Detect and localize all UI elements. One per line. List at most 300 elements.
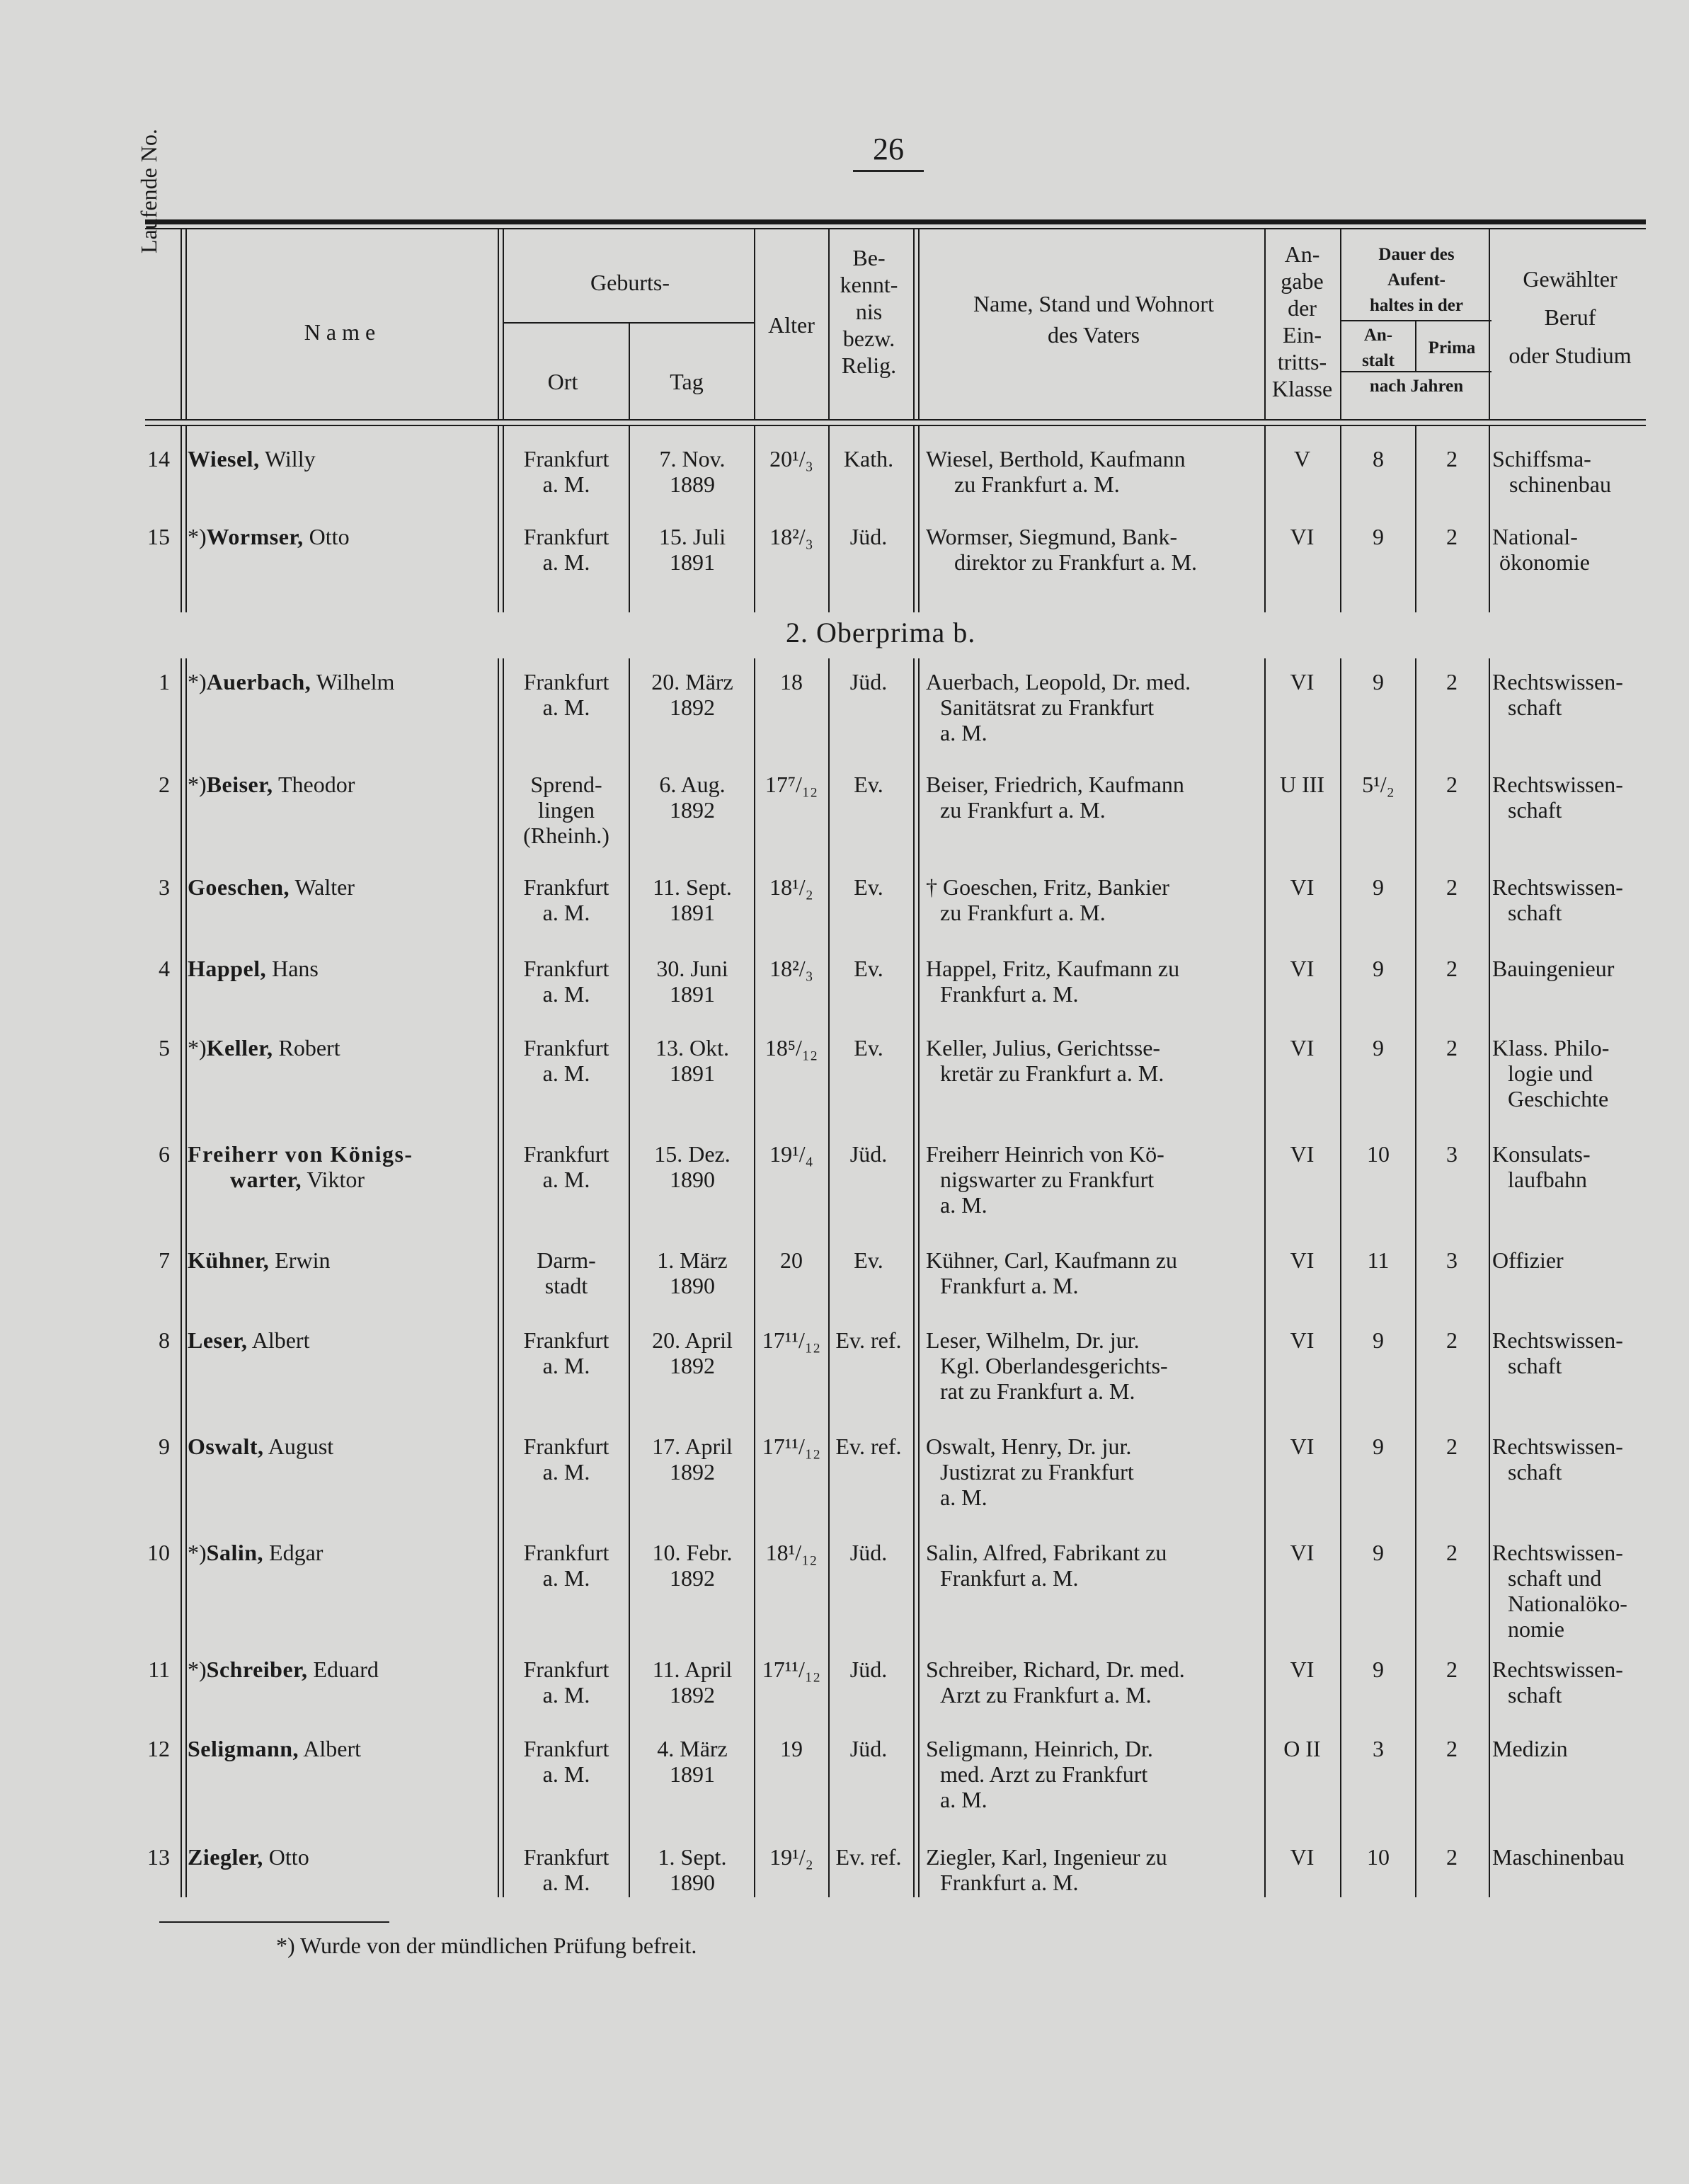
column-rule	[754, 229, 755, 421]
row-beruf	[1492, 1844, 1662, 1870]
row-prima: 2	[1446, 1844, 1458, 1870]
column-rule	[913, 658, 915, 1897]
row-tag-line: 13. Okt.	[655, 1035, 729, 1060]
column-rule	[828, 658, 830, 1897]
row-tag-line: 1892	[670, 1682, 715, 1708]
row-prima: 2	[1446, 1035, 1458, 1060]
row-beruf-line: schaft	[1508, 1353, 1562, 1378]
column-rule	[503, 229, 504, 421]
row-alter: 20	[780, 1247, 803, 1273]
row-ort-line: a. M.	[542, 1761, 590, 1787]
row-religion: Ev. ref.	[835, 1327, 902, 1353]
row-vater-line: Wiesel, Berthold, Kaufmann	[926, 446, 1186, 471]
row-surname: Happel,	[188, 956, 267, 981]
row-beruf-line: schinenbau	[1509, 471, 1611, 497]
row-surname: Oswalt,	[188, 1434, 264, 1459]
row-ort	[503, 956, 630, 1007]
row-star: *)	[188, 524, 207, 549]
row-name	[188, 524, 499, 549]
row-ort	[503, 1035, 630, 1086]
row-ort-line: Frankfurt	[523, 1736, 609, 1761]
row-vater-line: Auerbach, Leopold, Dr. med.	[926, 669, 1191, 694]
row-beruf-line: schaft	[1508, 694, 1562, 720]
row-klasse: VI	[1290, 956, 1315, 981]
row-tag	[632, 1657, 752, 1708]
row-beruf-line: Rechtswissen-	[1492, 772, 1623, 797]
header-beruf-line: oder Studium	[1508, 343, 1632, 368]
header-bekenntnis-line: Relig.	[841, 353, 897, 378]
row-anstalt: 9	[1373, 1035, 1384, 1060]
row-alter: 17¹¹/₁₂	[762, 1327, 821, 1353]
header-vater	[920, 290, 1267, 348]
row-vater-line: Seligmann, Heinrich, Dr.	[926, 1736, 1153, 1761]
row-ort	[503, 1736, 630, 1787]
row-alter: 18²/₃	[769, 524, 813, 549]
row-tag-line: 10. Febr.	[652, 1540, 733, 1565]
row-beruf-line: schaft	[1508, 1459, 1562, 1485]
row-ort-line: Darm-	[537, 1247, 596, 1273]
row-beruf-line: Rechtswissen-	[1492, 1657, 1623, 1682]
header-geburts: Geburts-	[590, 270, 670, 295]
row-given: Walter	[294, 874, 355, 900]
row-tag-line: 1891	[670, 1761, 715, 1787]
row-beruf	[1492, 1035, 1662, 1111]
row-prima: 2	[1446, 669, 1458, 694]
row-no: 1	[159, 669, 170, 694]
column-rule	[1489, 229, 1490, 421]
row-vater	[926, 1657, 1264, 1708]
row-religion: Ev. ref.	[835, 1844, 902, 1870]
row-star: *)	[188, 669, 207, 694]
row-tag	[632, 1247, 752, 1298]
row-tag-line: 1. März	[657, 1247, 728, 1273]
row-tag-line: 30. Juni	[656, 956, 728, 981]
row-no: 7	[159, 1247, 170, 1273]
row-surname: Schreiber,	[206, 1657, 308, 1682]
row-anstalt: 9	[1373, 956, 1384, 981]
row-anstalt: 9	[1373, 1540, 1384, 1565]
header-name: N a m e	[304, 319, 376, 345]
row-vater-line: Ziegler, Karl, Ingenieur zu	[926, 1844, 1167, 1870]
row-ort-line: stadt	[544, 1273, 588, 1298]
row-ort	[503, 1327, 630, 1378]
row-no: 8	[159, 1327, 170, 1353]
row-vater	[926, 1736, 1264, 1812]
row-tag-line: 1890	[670, 1273, 715, 1298]
row-vater-line: Schreiber, Richard, Dr. med.	[926, 1657, 1185, 1682]
jahren-subrule	[1341, 371, 1492, 372]
row-klasse: VI	[1290, 874, 1315, 900]
row-surname: Keller,	[206, 1035, 273, 1060]
row-klasse: U III	[1279, 772, 1325, 797]
row-beruf-line: schaft und	[1508, 1565, 1602, 1591]
header-beruf-line: Gewählter	[1523, 266, 1618, 292]
row-name	[188, 1035, 499, 1060]
column-rule	[754, 426, 755, 612]
row-given: Theodor	[277, 772, 355, 797]
row-given: Otto	[268, 1844, 309, 1870]
row-vater-line: a. M.	[940, 1485, 987, 1510]
header-beruf-line: Beruf	[1544, 304, 1596, 330]
row-ort-line: (Rheinh.)	[523, 823, 609, 848]
row-surname: Freiherr von Königs-	[188, 1141, 413, 1167]
header-anstalt	[1343, 323, 1414, 374]
row-ort-line: Frankfurt	[523, 956, 609, 981]
row-alter: 18⁵/₁₂	[765, 1035, 818, 1060]
header-alter: Alter	[768, 312, 815, 338]
column-rule	[754, 658, 755, 1897]
row-vater-line: † Goeschen, Fritz, Bankier	[926, 874, 1169, 900]
row-alter: 18²/₃	[769, 956, 813, 981]
row-anstalt: 10	[1367, 1141, 1390, 1167]
row-vater	[926, 1327, 1264, 1404]
row-star: *)	[188, 1540, 207, 1565]
row-ort-line: a. M.	[542, 1682, 590, 1708]
header-bekenntnis	[832, 244, 906, 379]
row-given: Robert	[278, 1035, 340, 1060]
row-ort-line: a. M.	[542, 1459, 590, 1485]
row-alter: 17¹¹/₁₂	[762, 1434, 821, 1459]
row-given: Edgar	[269, 1540, 324, 1565]
row-no: 4	[159, 956, 170, 981]
row-religion: Jüd.	[849, 1540, 888, 1565]
row-ort	[503, 1844, 630, 1895]
header-klasse-line: An-	[1284, 241, 1320, 267]
row-beruf	[1492, 1327, 1662, 1378]
column-rule	[828, 229, 830, 421]
row-ort	[503, 1540, 630, 1591]
header-bekenntnis-line: kennt-	[840, 272, 898, 297]
header-klasse	[1266, 241, 1339, 402]
row-klasse: VI	[1290, 1141, 1315, 1167]
row-religion: Ev. ref.	[835, 1434, 902, 1459]
row-surname: Seligmann,	[188, 1736, 299, 1761]
row-klasse: VI	[1290, 1844, 1315, 1870]
row-vater-line: direktor zu Frankfurt a. M.	[954, 549, 1198, 575]
row-tag-line: 15. Dez.	[654, 1141, 731, 1167]
column-rule	[1489, 658, 1490, 1897]
row-religion: Ev.	[854, 1035, 883, 1060]
row-beruf	[1492, 772, 1662, 823]
row-name	[188, 1540, 499, 1565]
column-rule	[498, 658, 499, 1897]
header-dauer-line: Aufent-	[1387, 270, 1445, 290]
dauer-subrule	[1341, 320, 1492, 321]
row-surname: Auerbach,	[206, 669, 311, 694]
row-tag	[632, 1540, 752, 1591]
row-tag-line: 1892	[670, 1353, 715, 1378]
row-ort-line: a. M.	[542, 549, 590, 575]
row-beruf	[1492, 1247, 1662, 1273]
header-anstalt-line: An-	[1363, 326, 1393, 345]
row-no: 14	[147, 446, 170, 471]
column-rule	[181, 658, 182, 1897]
row-vater-line: Arzt zu Frankfurt a. M.	[940, 1682, 1152, 1708]
row-anstalt: 9	[1373, 1657, 1384, 1682]
row-vater	[926, 1434, 1264, 1510]
row-alter: 17⁷/₁₂	[765, 772, 818, 797]
row-no: 3	[159, 874, 170, 900]
row-prima: 2	[1446, 772, 1458, 797]
row-beruf	[1492, 1657, 1662, 1708]
row-ort	[503, 1141, 630, 1192]
row-surname: Leser,	[188, 1327, 248, 1353]
row-beruf-line: Offizier	[1492, 1247, 1564, 1273]
row-given: Viktor	[307, 1167, 365, 1192]
row-ort-line: Frankfurt	[523, 1035, 609, 1060]
row-prima: 2	[1446, 524, 1458, 549]
footnote-rule	[159, 1921, 389, 1923]
row-tag-line: 1891	[670, 1060, 715, 1086]
row-name	[188, 1844, 499, 1870]
row-ort-line: a. M.	[542, 471, 590, 497]
row-vater-line: Beiser, Friedrich, Kaufmann	[926, 772, 1184, 797]
row-no: 5	[159, 1035, 170, 1060]
row-surname: Wiesel,	[188, 446, 260, 471]
row-klasse: VI	[1290, 1327, 1315, 1353]
row-given: Eduard	[313, 1657, 379, 1682]
row-religion: Ev.	[854, 956, 883, 981]
row-beruf-line: Konsulats-	[1492, 1141, 1591, 1167]
header-klasse-line: tritts-	[1277, 349, 1327, 375]
row-ort	[503, 524, 630, 575]
row-vater	[926, 1540, 1264, 1591]
column-rule	[1415, 320, 1416, 371]
row-prima: 2	[1446, 1327, 1458, 1353]
row-name	[188, 1247, 499, 1273]
row-klasse: VI	[1290, 1035, 1315, 1060]
row-vater-line: Oswalt, Henry, Dr. jur.	[926, 1434, 1132, 1459]
row-vater-line: Frankfurt a. M.	[940, 1565, 1079, 1591]
row-tag-line: 1891	[670, 981, 715, 1007]
row-name	[188, 1141, 499, 1192]
row-name	[188, 874, 499, 900]
row-vater	[926, 1844, 1264, 1895]
row-ort-line: lingen	[538, 797, 595, 823]
row-klasse: VI	[1290, 669, 1315, 694]
row-beruf-line: Rechtswissen-	[1492, 1327, 1623, 1353]
row-tag-line: 20. April	[652, 1327, 733, 1353]
column-rule	[918, 229, 920, 421]
column-rule	[498, 229, 499, 421]
row-vater-line: Sanitätsrat zu Frankfurt	[940, 694, 1155, 720]
header-nach-jahren: nach Jahren	[1369, 377, 1464, 396]
row-beruf-line: Medizin	[1492, 1736, 1568, 1761]
row-no: 2	[159, 772, 170, 797]
row-vater-line: a. M.	[940, 720, 987, 745]
row-beruf	[1492, 1434, 1662, 1485]
row-anstalt: 5¹/₂	[1362, 772, 1395, 797]
row-klasse: VI	[1290, 1540, 1315, 1565]
column-rule	[1340, 229, 1341, 421]
column-rule	[181, 229, 182, 421]
row-tag-line: 1892	[670, 797, 715, 823]
row-given: August	[268, 1434, 334, 1459]
row-surname: Goeschen,	[188, 874, 290, 900]
row-tag	[632, 956, 752, 1007]
row-tag-line: 1889	[670, 471, 715, 497]
row-tag-line: 1891	[670, 900, 715, 925]
row-vater-line: zu Frankfurt a. M.	[940, 797, 1106, 823]
row-tag-line: 17. April	[652, 1434, 733, 1459]
row-ort-line: Frankfurt	[523, 669, 609, 694]
row-klasse: VI	[1290, 1247, 1315, 1273]
row-vater-line: Kgl. Oberlandesgerichts-	[940, 1353, 1168, 1378]
column-rule	[1340, 426, 1341, 612]
row-anstalt: 3	[1373, 1736, 1384, 1761]
row-vater-line: a. M.	[940, 1192, 987, 1218]
row-vater-line: rat zu Frankfurt a. M.	[940, 1378, 1135, 1404]
header-klasse-line: gabe	[1281, 268, 1324, 294]
row-alter: 19¹/₂	[769, 1844, 813, 1870]
row-ort-line: Sprend-	[530, 772, 602, 797]
header-dauer-line: haltes in der	[1370, 296, 1463, 315]
row-beruf-line: Nationalöko-	[1508, 1591, 1627, 1616]
row-no: 10	[147, 1540, 170, 1565]
row-beruf-line: nomie	[1508, 1616, 1564, 1642]
row-anstalt: 8	[1373, 446, 1384, 471]
row-given: Otto	[309, 524, 350, 549]
row-beruf-line: schaft	[1508, 1682, 1562, 1708]
row-vater-line: Salin, Alfred, Fabrikant zu	[926, 1540, 1167, 1565]
row-vater-line: Wormser, Siegmund, Bank-	[926, 524, 1178, 549]
table-top-rule-thin	[145, 228, 1646, 229]
row-ort	[503, 1434, 630, 1485]
header-dauer-line: Dauer des	[1378, 245, 1455, 264]
row-religion: Kath.	[843, 446, 894, 471]
row-alter: 18¹/₂	[769, 874, 813, 900]
row-tag	[632, 1844, 752, 1895]
row-vater-line: Keller, Julius, Gerichtsse-	[926, 1035, 1161, 1060]
row-klasse: VI	[1290, 1657, 1315, 1682]
row-vater-line: nigswarter zu Frankfurt	[940, 1167, 1155, 1192]
row-vater-line: kretär zu Frankfurt a. M.	[940, 1060, 1164, 1086]
row-anstalt: 9	[1373, 524, 1384, 549]
header-bekenntnis-line: Be-	[852, 245, 886, 270]
row-beruf	[1492, 1540, 1662, 1642]
row-no: 9	[159, 1434, 170, 1459]
row-tag-line: 1892	[670, 1565, 715, 1591]
row-tag-line: 1. Sept.	[658, 1844, 727, 1870]
row-religion: Jüd.	[849, 524, 888, 549]
row-surname: Ziegler,	[188, 1844, 263, 1870]
row-given: Wilhelm	[316, 669, 395, 694]
row-tag	[632, 669, 752, 720]
row-prima: 2	[1446, 956, 1458, 981]
row-tag	[632, 1327, 752, 1378]
row-anstalt: 10	[1367, 1844, 1390, 1870]
header-bottom-rule	[145, 419, 1646, 421]
header-klasse-line: der	[1288, 295, 1317, 321]
row-beruf	[1492, 1736, 1662, 1761]
row-surname: Salin,	[206, 1540, 264, 1565]
row-given: Willy	[264, 446, 316, 471]
header-bottom-rule-thin	[145, 425, 1646, 426]
row-ort-line: Frankfurt	[523, 446, 609, 471]
column-rule	[1340, 658, 1341, 1897]
header-dauer	[1341, 242, 1492, 319]
row-vater	[926, 524, 1264, 575]
row-name	[188, 1736, 499, 1761]
row-tag-line: 15. Juli	[658, 524, 726, 549]
row-ort-line: a. M.	[542, 1167, 590, 1192]
row-star: *)	[188, 1657, 207, 1682]
row-surname: Wormser,	[206, 524, 304, 549]
column-rule	[1264, 658, 1266, 1897]
row-tag	[632, 772, 752, 823]
header-laufende-no: Laufende No.	[136, 129, 161, 253]
row-ort-line: a. M.	[542, 1565, 590, 1591]
row-alter: 19	[780, 1736, 803, 1761]
row-klasse: O II	[1283, 1736, 1321, 1761]
row-tag	[632, 1434, 752, 1485]
row-religion: Jüd.	[849, 1736, 888, 1761]
row-vater-line: zu Frankfurt a. M.	[954, 471, 1120, 497]
row-ort	[503, 772, 630, 848]
footnote: *) Wurde von der mündlichen Prüfung befreit.	[276, 1933, 697, 1958]
header-vater-line: Name, Stand und Wohnort	[973, 291, 1214, 316]
row-name	[188, 1434, 499, 1459]
table-top-rule	[145, 219, 1646, 224]
row-ort-line: a. M.	[542, 1870, 590, 1895]
row-tag	[632, 874, 752, 925]
header-beruf	[1492, 265, 1648, 369]
row-surname: Beiser,	[206, 772, 273, 797]
row-anstalt: 9	[1373, 669, 1384, 694]
row-no: 6	[159, 1141, 170, 1167]
row-prima: 2	[1446, 874, 1458, 900]
column-rule	[185, 229, 187, 421]
row-beruf-line: Rechtswissen-	[1492, 1434, 1623, 1459]
row-beruf	[1492, 524, 1662, 575]
row-tag-line: 1890	[670, 1167, 715, 1192]
row-ort-line: a. M.	[542, 981, 590, 1007]
page-number: 26	[873, 132, 904, 166]
row-name	[188, 956, 499, 981]
row-ort	[503, 874, 630, 925]
row-star: *)	[188, 1035, 207, 1060]
row-vater-line: Frankfurt a. M.	[940, 1870, 1079, 1895]
row-vater-line: Frankfurt a. M.	[940, 981, 1079, 1007]
row-vater	[926, 874, 1264, 925]
row-tag-line: 20. März	[651, 669, 733, 694]
row-beruf-line: Klass. Philo-	[1492, 1035, 1610, 1060]
row-ort-line: Frankfurt	[523, 1434, 609, 1459]
row-vater	[926, 1247, 1264, 1298]
row-vater	[926, 1035, 1264, 1086]
row-prima: 2	[1446, 1736, 1458, 1761]
row-beruf-line: Rechtswissen-	[1492, 1540, 1623, 1565]
header-vater-line: des Vaters	[1047, 322, 1140, 348]
row-no: 15	[147, 524, 170, 549]
row-ort-line: a. M.	[542, 1353, 590, 1378]
row-prima: 2	[1446, 446, 1458, 471]
page-number-rule	[853, 170, 924, 172]
row-prima: 2	[1446, 1657, 1458, 1682]
column-rule	[185, 426, 187, 612]
row-ort-line: Frankfurt	[523, 1657, 609, 1682]
header-ort: Ort	[547, 369, 578, 394]
row-beruf-line: Rechtswissen-	[1492, 669, 1623, 694]
row-prima: 3	[1446, 1141, 1458, 1167]
column-rule	[1415, 658, 1416, 1897]
row-ort	[503, 669, 630, 720]
row-ort-line: Frankfurt	[523, 1141, 609, 1167]
row-beruf-line: Schiffsma-	[1492, 446, 1591, 471]
column-rule	[918, 426, 920, 612]
row-vater-line: Happel, Fritz, Kaufmann zu	[926, 956, 1180, 981]
row-tag-line: 1892	[670, 1459, 715, 1485]
